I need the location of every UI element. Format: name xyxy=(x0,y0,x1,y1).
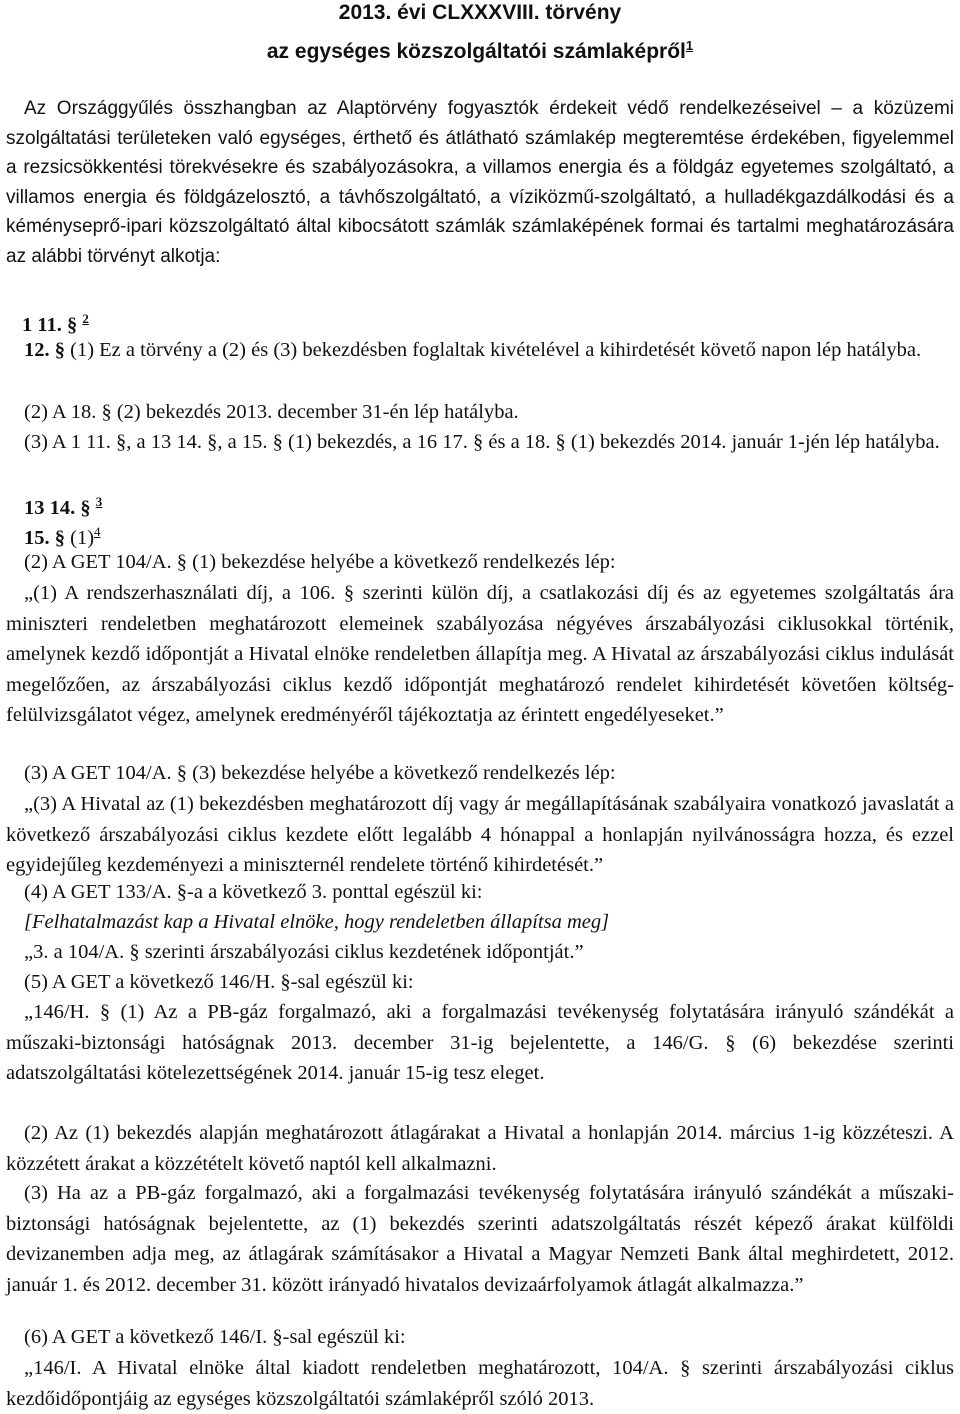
quoted-provision-3: „(3) A Hivatal az (1) bekezdésben meghatározott díj vagy ár megállapításának szabályaira vonatkozó javaslatát a következő árszabályozási ciklus kezdete előtt legalább 4 hónappal a honlapján nyilvánosságra hozza, és ezzel egyidejűleg kezdeményezi a miniszternél rendelete történő kihirdetését.” xyxy=(6,793,954,876)
quoted-146h-2: (2) Az (1) bekezdés alapján meghatározott átlagárakat a Hivatal a honlapján 2014. március 1-ig közzéteszi. A közzétett árakat a közzétételt követő naptól kell alkalmazni. xyxy=(6,1122,954,1175)
section-15-paragraph-4: (4) A GET 133/A. §-a a következő 3. ponttal egészül ki: xyxy=(24,881,483,903)
section-12-paragraph-2: (2) A 18. § (2) bekezdés 2013. december 31-én lép hatályba. xyxy=(24,401,519,423)
law-subtitle-text: az egységes közszolgáltatói számlaképről xyxy=(266,40,686,63)
footnote-ref[interactable]: 1 xyxy=(685,38,694,53)
quoted-provision-1: „(1) A rendszerhasználati díj, a 106. § szerinti külön díj, a csatlakozási díj és az egyetemes szolgáltatás ára miniszteri rendeletben meghatározott elemeinek szabályozása négyéves árszabályozási ciklusokkal történik, amelynek kezdő időpontját a Hivatal elnöke rendeletben állapítja meg. A Hivatal az árszabályozási ciklus indulását megelőzően, az árszabályozási ciklus kezdő időpontját meghatározó rendelet kihirdetését követően költség-felülvizsgálatot végez, amelynek eredményéről tájékoztatja az érintett engedélyeseket.” xyxy=(6,582,954,726)
quoted-146h-1: „146/H. § (1) Az a PB-gáz forgalmazó, aki a forgalmazási tevékenység folytatására irányuló szándékát a műszaki-biztonsági hatóságnak 2013. december 31-ig bejelentette, a 146/G. § (6) bekezdése szerinti adatszolgáltatási kötelezettségének 2014. január 15-ig tesz eleget. xyxy=(6,1001,954,1084)
section-number: 1 11. § xyxy=(22,313,78,336)
section-15-paragraph-2: (2) A GET 104/A. § (1) bekezdése helyébe a következő rendelkezés lép: xyxy=(24,551,616,573)
quoted-146h-3: (3) Ha az a PB-gáz forgalmazó, aki a forgalmazási tevékenység folytatására irányuló szándékát a műszaki-biztonsági hatóságnak bejelentette, az (1) bekezdés szerinti adatszolgáltatás részét képező árakat külföldi devizanemben adja meg, az átlagárak számításakor a Hivatal a Magyar Nemzeti Bank által meghirdetett, 2012. január 1. és 2012. december 31. között irányadó hivatalos devizaárfolyamok átlagát alkalmazza.” xyxy=(6,1182,954,1296)
law-title: 2013. évi CLXXXVIII. törvény xyxy=(338,1,622,24)
preamble: Az Országgyűlés összhangban az Alaptörvény fogyasztók érdekeit védő rendelkezéseivel – a közüzemi szolgáltatási területeken való egységes, érthető és átlátható számlakép megteremtése érdekében, figyelemmel a rezsicsökkentési törekvésekre és szabályozásokra, a villamos energia és a földgáz egyetemes szolgáltató, a villamos energia és földgázelosztó, a távhőszolgáltató, a víziközmű-szolgáltató, a hulladékgazdálkodási és a kéményseprő-ipari közszolgáltató által kibocsátott számlák számlaképének formai és tartalmi meghatározására az alábbi törvényt alkotja: xyxy=(6,98,954,267)
law-subtitle xyxy=(0,33,960,65)
quoted-point-3: „3. a 104/A. § szerinti árszabályozási ciklus kezdetének időpontját.” xyxy=(24,941,584,963)
section-number: 13 14. § xyxy=(24,496,91,519)
section-15-paragraph-5: (5) A GET a következő 146/H. §-sal egészül ki: xyxy=(24,971,414,993)
section-15-paragraph-6: (6) A GET a következő 146/I. §-sal egészül ki: xyxy=(24,1326,406,1348)
paragraph-label: (1) xyxy=(70,526,95,549)
section-12-paragraph-1 xyxy=(6,335,954,366)
footnote-ref[interactable]: 3 xyxy=(95,494,103,509)
bracket-text: [Felhatalmazást kap a Hivatal elnöke, hogy rendeletben állapítsa meg] xyxy=(24,911,610,933)
section-number: 12. § xyxy=(24,339,65,361)
section-number: 15. § xyxy=(24,526,65,549)
paragraph-text: (1) Ez a törvény a (2) és (3) bekezdésben foglaltak kivételével a kihirdetését követő napon lép hatályba. xyxy=(70,339,922,361)
footnote-ref[interactable]: 2 xyxy=(82,311,89,326)
section-15-paragraph-3: (3) A GET 104/A. § (3) bekezdése helyébe a következő rendelkezés lép: xyxy=(24,762,616,784)
footnote-ref[interactable]: 4 xyxy=(94,524,101,539)
quoted-146i: „146/I. A Hivatal elnöke által kiadott rendeletben meghatározott, 104/A. § szerinti árszabályozási ciklus kezdőidőpontjáig az egységes közszolgáltatói számlaképről szóló 2013. xyxy=(6,1357,954,1410)
section-12-paragraph-3: (3) A 1 11. §, a 13 14. §, a 15. § (1) bekezdés, a 16 17. § és a 18. § (1) bekezdés 2014. január 1-jén lép hatályba. xyxy=(24,431,940,453)
